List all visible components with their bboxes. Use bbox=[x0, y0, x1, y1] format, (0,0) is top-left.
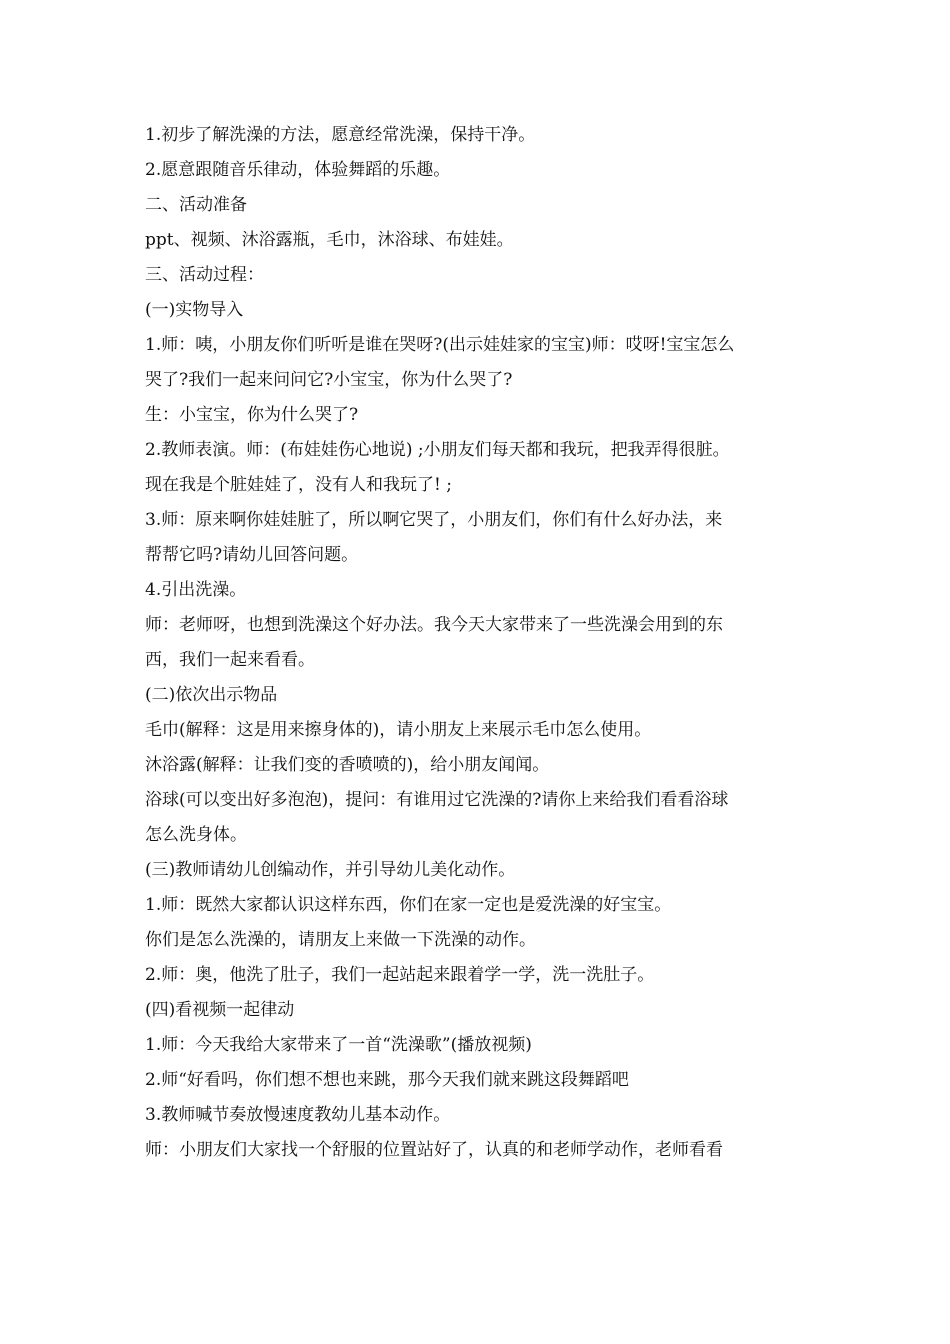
text-line: 2.师：奥，他洗了肚子，我们一起站起来跟着学一学，洗一洗肚子。 bbox=[145, 965, 655, 985]
text-line: 你们是怎么洗澡的，请朋友上来做一下洗澡的动作。 bbox=[145, 930, 536, 950]
text-line: 2.师“好看吗，你们想不想也来跳，那今天我们就来跳这段舞蹈吧 bbox=[145, 1070, 629, 1090]
text-line: 2.愿意跟随音乐律动，体验舞蹈的乐趣。 bbox=[145, 160, 451, 180]
text-line: 帮帮它吗?请幼儿回答问题。 bbox=[145, 545, 359, 565]
text-line: 怎么洗身体。 bbox=[145, 825, 247, 845]
section-heading: 三、活动过程： bbox=[145, 265, 264, 285]
text-line: 师：老师呀，也想到洗澡这个好办法。我今天大家带来了一些洗澡会用到的东 bbox=[145, 615, 723, 635]
text-line: 毛巾(解释：这是用来擦身体的)，请小朋友上来展示毛巾怎么使用。 bbox=[145, 720, 652, 740]
subsection-heading: (二)依次出示物品 bbox=[145, 685, 278, 705]
text-line: 3.教师喊节奏放慢速度教幼儿基本动作。 bbox=[145, 1105, 451, 1125]
text-line: 生：小宝宝，你为什么哭了? bbox=[145, 405, 359, 425]
text-line: 1.师：咦，小朋友你们听听是谁在哭呀?(出示娃娃家的宝宝)师：哎呀!宝宝怎么 bbox=[145, 335, 735, 355]
subsection-heading: (一)实物导入 bbox=[145, 300, 244, 320]
text-line: 现在我是个脏娃娃了，没有人和我玩了! ; bbox=[145, 475, 452, 495]
text-line: 1.初步了解洗澡的方法，愿意经常洗澡，保持干净。 bbox=[145, 125, 536, 145]
subsection-heading: (四)看视频一起律动 bbox=[145, 1000, 295, 1020]
subsection-heading: (三)教师请幼儿创编动作，并引导幼儿美化动作。 bbox=[145, 860, 516, 880]
text-line: 师：小朋友们大家找一个舒服的位置站好了，认真的和老师学动作，老师看看 bbox=[145, 1140, 723, 1160]
text-line: 2.教师表演。师：(布娃娃伤心地说) ;小朋友们每天都和我玩，把我弄得很脏。 bbox=[145, 440, 730, 460]
text-line: 1.师：今天我给大家带来了一首“洗澡歌”(播放视频) bbox=[145, 1035, 532, 1055]
text-line: 沐浴露(解释：让我们变的香喷喷的)，给小朋友闻闻。 bbox=[145, 755, 550, 775]
text-line: ppt、视频、沐浴露瓶，毛巾，沐浴球、布娃娃。 bbox=[145, 230, 514, 250]
text-line: 1.师：既然大家都认识这样东西，你们在家一定也是爱洗澡的好宝宝。 bbox=[145, 895, 672, 915]
section-heading: 二、活动准备 bbox=[145, 195, 247, 215]
text-line: 哭了?我们一起来问问它?小宝宝，你为什么哭了? bbox=[145, 370, 513, 390]
text-line: 4.引出洗澡。 bbox=[145, 580, 247, 600]
text-line: 西，我们一起来看看。 bbox=[145, 650, 315, 670]
document-page bbox=[145, 118, 810, 1168]
text-line: 3.师：原来啊你娃娃脏了，所以啊它哭了，小朋友们，你们有什么好办法，来 bbox=[145, 510, 723, 530]
text-line: 浴球(可以变出好多泡泡)，提问：有谁用过它洗澡的?请你上来给我们看看浴球 bbox=[145, 790, 729, 810]
